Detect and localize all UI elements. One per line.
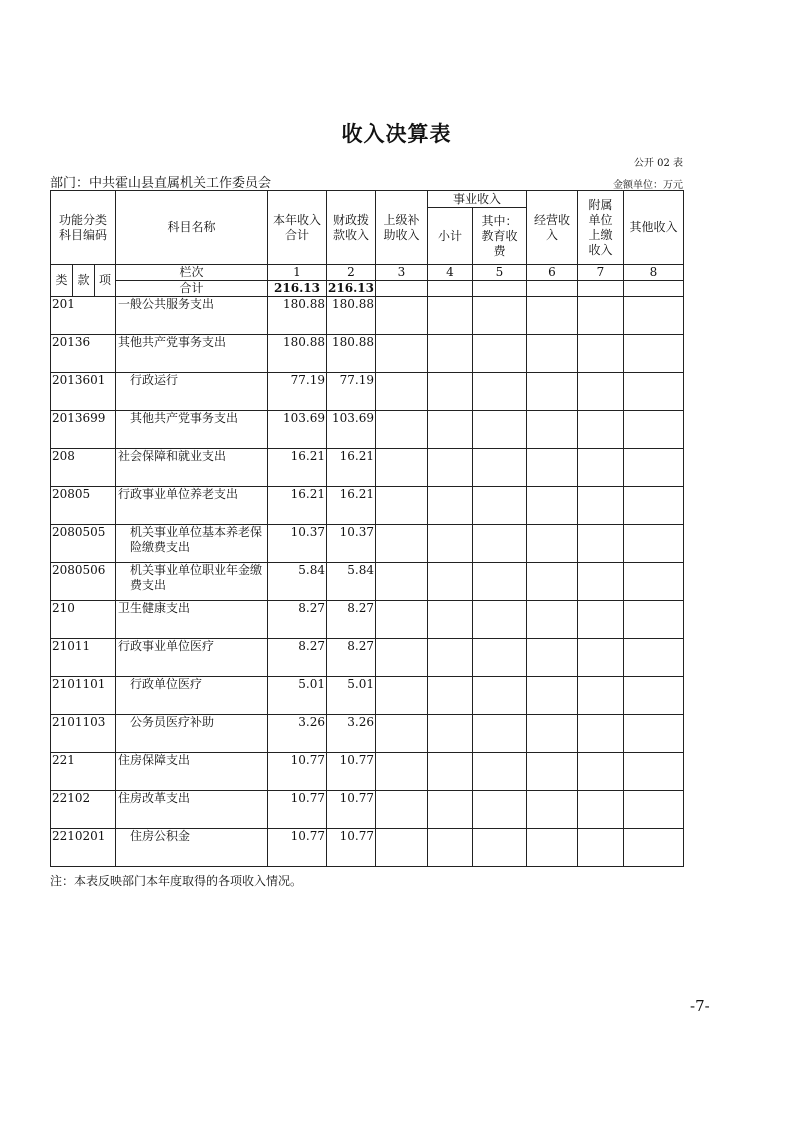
empty-cell [376, 297, 428, 335]
empty-cell [624, 715, 684, 753]
row-code: 20805 [51, 487, 116, 525]
row-name: 一般公共服务支出 [116, 297, 268, 335]
empty-cell [578, 753, 624, 791]
page-title: 收入决算表 [341, 122, 452, 146]
header-column-order: 栏次 [116, 265, 268, 281]
row-code: 221 [51, 753, 116, 791]
empty-cell [578, 335, 624, 373]
empty-cell [578, 601, 624, 639]
empty-cell [473, 449, 527, 487]
empty-cell [624, 525, 684, 563]
row-fiscal: 10.77 [327, 829, 376, 867]
empty-cell [376, 677, 428, 715]
empty-cell [578, 791, 624, 829]
empty-cell [428, 563, 473, 601]
empty-cell [428, 449, 473, 487]
row-code: 21011 [51, 639, 116, 677]
row-total: 10.77 [268, 791, 327, 829]
empty-cell [376, 525, 428, 563]
row-total: 5.01 [268, 677, 327, 715]
row-code: 2080505 [51, 525, 116, 563]
empty-cell [473, 791, 527, 829]
row-total: 103.69 [268, 411, 327, 449]
empty-cell [527, 373, 578, 411]
col-num: 1 [268, 265, 327, 281]
row-fiscal: 10.77 [327, 753, 376, 791]
empty-cell [578, 677, 624, 715]
row-fiscal: 77.19 [327, 373, 376, 411]
col-num: 8 [624, 265, 684, 281]
page-number: -7- [690, 997, 710, 1015]
row-code: 22102 [51, 791, 116, 829]
empty-cell [376, 487, 428, 525]
empty-cell [578, 373, 624, 411]
row-name: 住房保障支出 [116, 753, 268, 791]
table-row [51, 449, 684, 487]
row-total: 77.19 [268, 373, 327, 411]
col-num: 5 [473, 265, 527, 281]
empty-cell [428, 373, 473, 411]
col-num: 3 [376, 265, 428, 281]
empty-cell [624, 639, 684, 677]
header-operating: 经营收入 [527, 191, 578, 265]
header-superior: 上级补助收入 [376, 191, 428, 265]
empty-cell [473, 677, 527, 715]
total-row-label: 合计 [116, 281, 268, 297]
empty-cell [473, 601, 527, 639]
row-total: 5.84 [268, 563, 327, 601]
row-code: 2080506 [51, 563, 116, 601]
empty-cell [624, 487, 684, 525]
empty-cell [428, 525, 473, 563]
row-total: 180.88 [268, 335, 327, 373]
table-row [51, 373, 684, 411]
empty-cell [473, 373, 527, 411]
empty-cell [527, 677, 578, 715]
empty-cell [527, 525, 578, 563]
empty-cell [624, 297, 684, 335]
form-number: 公开 02 表 [633, 158, 683, 169]
empty-cell [527, 335, 578, 373]
row-code: 201 [51, 297, 116, 335]
empty-cell [624, 791, 684, 829]
header-func-code: 功能分类科目编码 [51, 191, 116, 265]
row-name: 行政事业单位养老支出 [116, 487, 268, 525]
row-name: 行政事业单位医疗 [116, 639, 268, 677]
empty-cell [624, 677, 684, 715]
empty-cell [527, 563, 578, 601]
col-num: 6 [527, 265, 578, 281]
empty-cell [527, 297, 578, 335]
row-name: 社会保障和就业支出 [116, 449, 268, 487]
empty-cell [473, 753, 527, 791]
empty-cell [527, 449, 578, 487]
empty-cell [527, 791, 578, 829]
row-name: 机关事业单位职业年金缴费支出 [116, 563, 268, 601]
empty-cell [624, 829, 684, 867]
empty-cell [376, 715, 428, 753]
row-fiscal: 5.01 [327, 677, 376, 715]
empty-cell [428, 791, 473, 829]
empty-cell [578, 563, 624, 601]
table-row [51, 487, 684, 525]
row-name: 行政运行 [116, 373, 268, 411]
row-fiscal: 16.21 [327, 449, 376, 487]
empty-cell [527, 639, 578, 677]
empty-cell [376, 829, 428, 867]
empty-cell [578, 525, 624, 563]
table-row [51, 411, 684, 449]
row-total: 8.27 [268, 639, 327, 677]
empty-cell [527, 753, 578, 791]
header-business-edu: 其中：教育收费 [473, 208, 527, 265]
row-code: 2013601 [51, 373, 116, 411]
empty-cell [473, 829, 527, 867]
empty-cell [624, 411, 684, 449]
row-fiscal: 10.77 [327, 791, 376, 829]
header-other: 其他收入 [624, 191, 684, 265]
empty-cell [473, 411, 527, 449]
empty-cell [376, 335, 428, 373]
empty-cell [578, 411, 624, 449]
row-name: 其他共产党事务支出 [116, 335, 268, 373]
empty-cell [527, 715, 578, 753]
row-name: 其他共产党事务支出 [116, 411, 268, 449]
row-name: 住房公积金 [116, 829, 268, 867]
row-code: 2101101 [51, 677, 116, 715]
empty-cell [624, 601, 684, 639]
income-table [50, 190, 684, 867]
empty-cell [428, 601, 473, 639]
empty-cell [473, 335, 527, 373]
row-name: 卫生健康支出 [116, 601, 268, 639]
row-total: 180.88 [268, 297, 327, 335]
total-row-total: 216.13 [268, 281, 327, 297]
total-row-fiscal: 216.13 [328, 281, 374, 295]
empty-cell [578, 297, 624, 335]
row-fiscal: 180.88 [327, 297, 376, 335]
header-business-subtotal: 小计 [428, 208, 473, 265]
row-code: 2013699 [51, 411, 116, 449]
header-fiscal: 财政拨款收入 [327, 191, 376, 265]
table-row [51, 753, 684, 791]
empty-cell [428, 753, 473, 791]
header-subject-name: 科目名称 [116, 191, 268, 265]
empty-cell [473, 487, 527, 525]
empty-cell [428, 487, 473, 525]
col-num: 7 [578, 265, 624, 281]
table-row [51, 715, 684, 753]
empty-cell [578, 829, 624, 867]
empty-cell [527, 829, 578, 867]
row-total: 10.77 [268, 829, 327, 867]
empty-cell [428, 677, 473, 715]
empty-cell [624, 373, 684, 411]
empty-cell [527, 411, 578, 449]
empty-cell [624, 335, 684, 373]
table-row [51, 335, 684, 373]
row-total: 10.37 [268, 525, 327, 563]
empty-cell [376, 601, 428, 639]
unit-label: 金额单位：万元 [613, 180, 683, 191]
empty-cell [376, 753, 428, 791]
row-code: 2101103 [51, 715, 116, 753]
table-row [51, 297, 684, 335]
row-name: 公务员医疗补助 [116, 715, 268, 753]
row-total: 8.27 [268, 601, 327, 639]
col-num: 4 [428, 265, 473, 281]
empty-cell [473, 639, 527, 677]
row-total: 3.26 [268, 715, 327, 753]
row-fiscal: 180.88 [327, 335, 376, 373]
table-row [51, 563, 684, 601]
row-name: 行政单位医疗 [116, 677, 268, 715]
table-row [51, 791, 684, 829]
department-label: 部门：中共霍山县直属机关工作委员会 [50, 176, 272, 191]
empty-cell [376, 563, 428, 601]
row-total: 16.21 [268, 449, 327, 487]
empty-cell [428, 297, 473, 335]
row-fiscal: 8.27 [327, 639, 376, 677]
header-lei: 类 [51, 265, 73, 297]
empty-cell [376, 373, 428, 411]
empty-cell [428, 639, 473, 677]
empty-cell [624, 563, 684, 601]
empty-cell [527, 487, 578, 525]
header-business: 事业收入 [428, 191, 527, 208]
row-fiscal: 10.37 [327, 525, 376, 563]
empty-cell [473, 297, 527, 335]
empty-cell [578, 487, 624, 525]
row-fiscal: 8.27 [327, 601, 376, 639]
header-total-income: 本年收入合计 [268, 191, 327, 265]
row-code: 20136 [51, 335, 116, 373]
table-row [51, 677, 684, 715]
empty-cell [473, 563, 527, 601]
table-row [51, 601, 684, 639]
row-name: 机关事业单位基本养老保险缴费支出 [116, 525, 268, 563]
empty-cell [578, 639, 624, 677]
empty-cell [376, 791, 428, 829]
row-fiscal: 103.69 [327, 411, 376, 449]
header-kuan: 款 [73, 265, 95, 297]
empty-cell [624, 753, 684, 791]
row-fiscal: 5.84 [327, 563, 376, 601]
empty-cell [527, 601, 578, 639]
row-total: 16.21 [268, 487, 327, 525]
row-total: 10.77 [268, 753, 327, 791]
empty-cell [428, 411, 473, 449]
header-xiang: 项 [95, 265, 116, 297]
row-code: 210 [51, 601, 116, 639]
col-num: 2 [327, 265, 376, 281]
row-code: 2210201 [51, 829, 116, 867]
empty-cell [578, 715, 624, 753]
empty-cell [376, 411, 428, 449]
table-note: 注：本表反映部门本年度取得的各项收入情况。 [50, 874, 303, 888]
empty-cell [428, 829, 473, 867]
empty-cell [376, 639, 428, 677]
empty-cell [578, 449, 624, 487]
empty-cell [473, 715, 527, 753]
table-row [51, 639, 684, 677]
empty-cell [473, 525, 527, 563]
empty-cell [376, 449, 428, 487]
table-row [51, 829, 684, 867]
header-affiliated: 附属单位上缴收入 [578, 191, 624, 265]
empty-cell [428, 715, 473, 753]
row-code: 208 [51, 449, 116, 487]
empty-cell [428, 335, 473, 373]
row-fiscal: 16.21 [327, 487, 376, 525]
table-row [51, 525, 684, 563]
row-fiscal: 3.26 [327, 715, 376, 753]
row-name: 住房改革支出 [116, 791, 268, 829]
empty-cell [624, 449, 684, 487]
